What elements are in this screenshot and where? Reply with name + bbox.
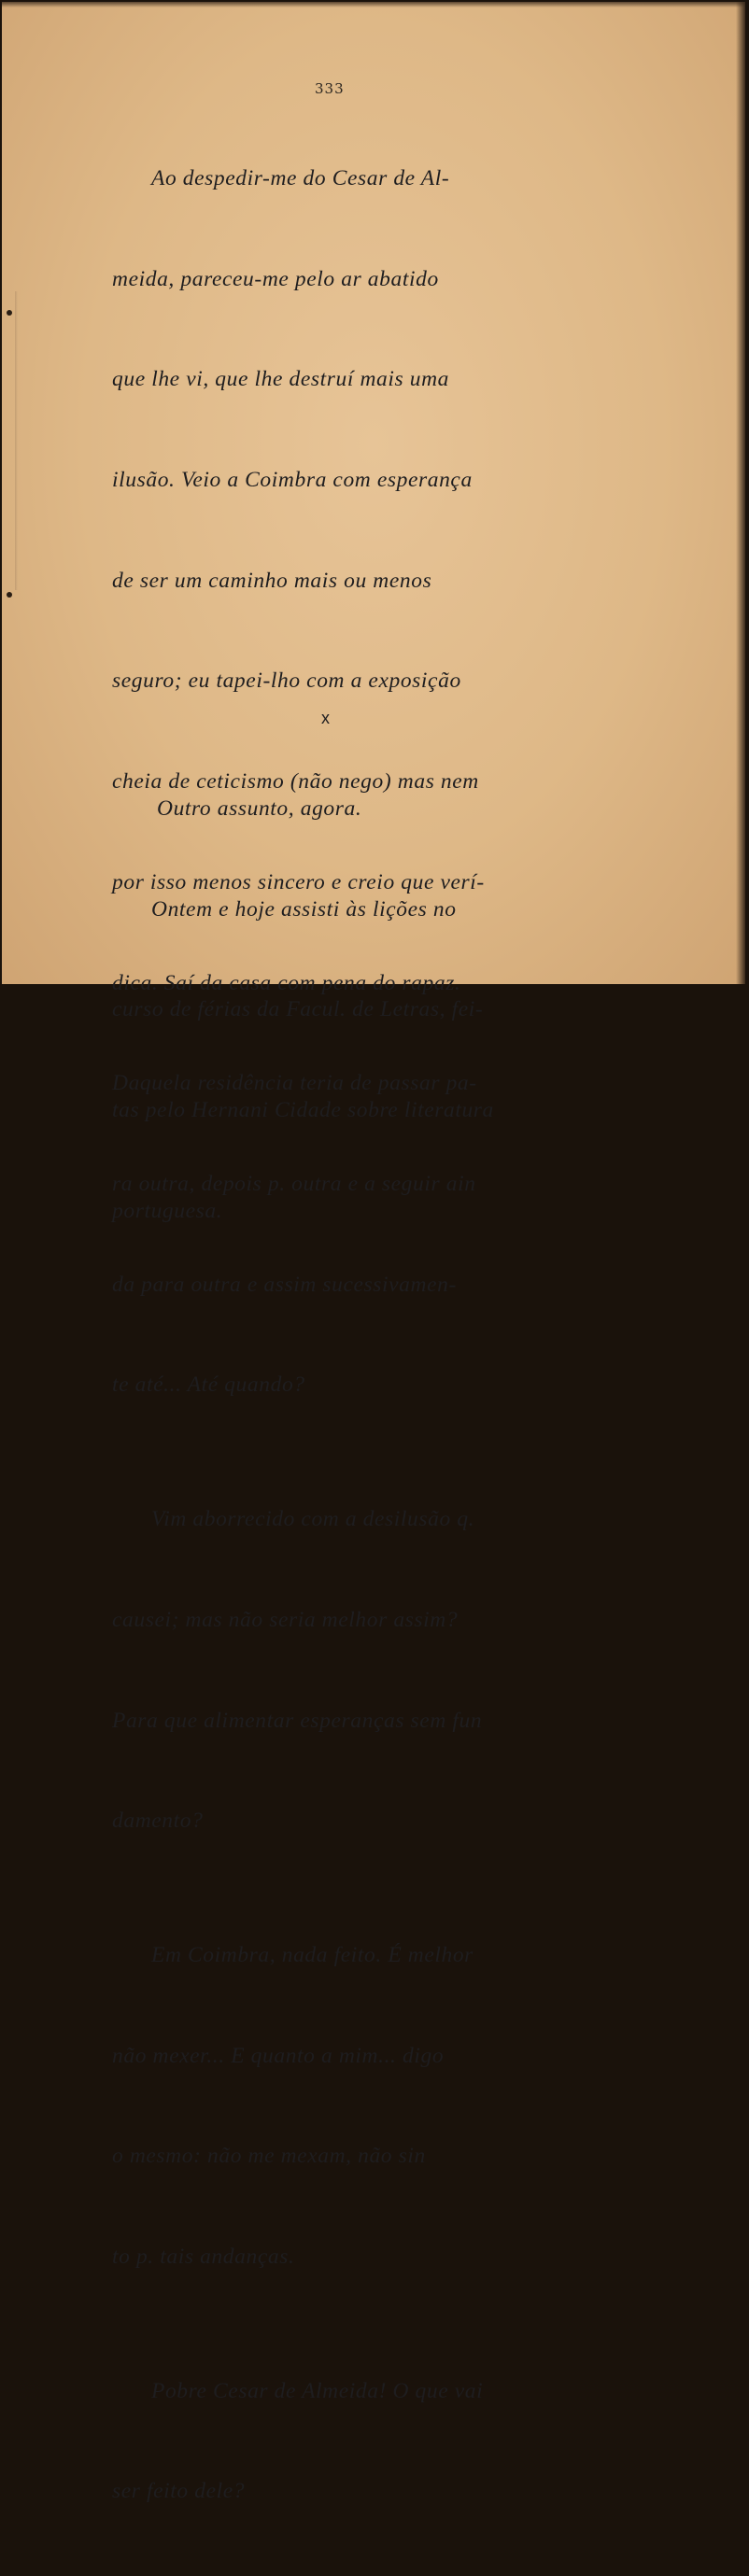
text-line: curso de férias da Facul. de Letras, fei-	[112, 997, 484, 1022]
text-line: dica. Saí da casa com pena do rapaz.	[112, 970, 461, 995]
text-line: Em Coimbra, nada feito. É melhor	[151, 1942, 473, 1967]
binding-fold	[15, 291, 18, 590]
manuscript-page	[2, 2, 745, 2504]
text-line: da para outra e assim sucessivamen-	[112, 1272, 457, 1297]
handwritten-text-continued	[112, 725, 560, 1295]
text-line: Vim aborrecido com a desilusão q.	[151, 1507, 475, 1532]
page-top-edge	[2, 2, 745, 7]
page-right-edge	[736, 2, 745, 984]
text-line: ilusão. Veio a Coimbra com esperança	[112, 467, 473, 492]
text-line: te até... Até quando?	[112, 1372, 305, 1398]
text-line: Pobre Cesar de Almeida! O que vai	[151, 2378, 484, 2403]
text-line: Ao despedir-me do Cesar de Al-	[151, 165, 450, 190]
text-line: portuguesa.	[112, 1198, 223, 1223]
text-line: ser feito dele?	[112, 2479, 246, 2504]
text-line: meida, pareceu-me pelo ar abatido	[112, 266, 439, 291]
text-line: to p. tais andanças.	[112, 2245, 295, 2269]
binding-hole	[7, 310, 12, 316]
text-line: Para que alimentar esperanças sem fun	[112, 1708, 483, 1733]
text-line: tas pelo Hernani Cidade sobre literatura	[112, 1097, 494, 1122]
binding-hole	[7, 592, 12, 598]
text-line: por isso menos sincero e creio que verí-	[112, 869, 485, 894]
text-line: que lhe vi, que lhe destruí mais uma	[112, 367, 449, 392]
text-line: o mesmo: não me mexam, não sin	[112, 2144, 426, 2169]
text-line: seguro; eu tapei-lho com a exposição	[112, 669, 461, 694]
text-line: Ontem e hoje assisti às lições no	[151, 896, 457, 922]
text-line: causei; mas não seria melhor assim?	[112, 1607, 459, 1632]
text-line: Outro assunto, agora.	[157, 795, 362, 821]
text-line: Daquela residência teria de passar pa-	[112, 1071, 477, 1096]
text-line: não mexer... E quanto a mim... digo	[112, 2043, 445, 2068]
text-line: damento?	[112, 1809, 204, 1834]
text-line: cheia de ceticismo (não nego) mas nem	[112, 769, 479, 795]
page-number: 333	[315, 80, 345, 97]
section-separator: x	[321, 709, 330, 727]
text-line: ra outra, depois p. outra e a seguir ain	[112, 1172, 476, 1196]
text-line: de ser um caminho mais ou menos	[112, 568, 432, 593]
handwritten-text	[112, 95, 560, 2576]
